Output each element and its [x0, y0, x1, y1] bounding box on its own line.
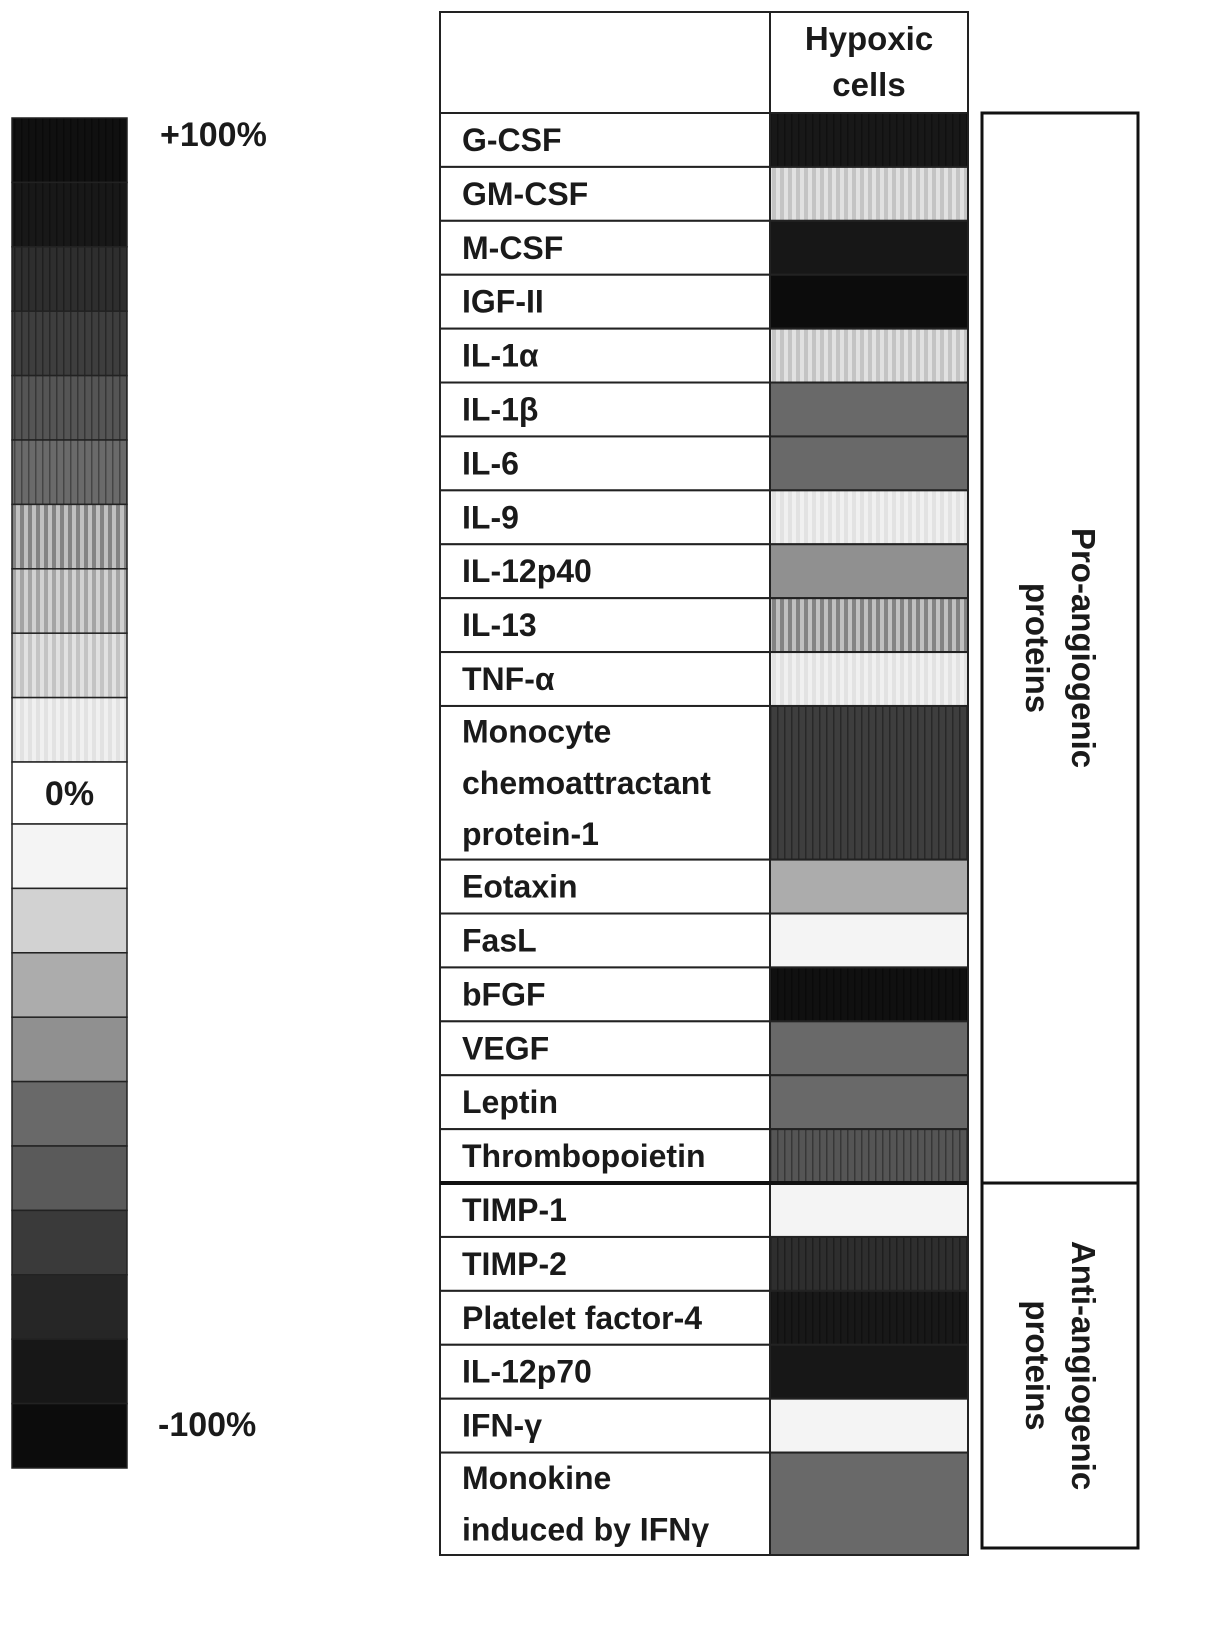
- cell-monokine-induced-by-ifn: [770, 1453, 968, 1555]
- row-ifn: [440, 1399, 968, 1453]
- row-m-csf: [440, 221, 968, 275]
- group-title-anti-angiogenic-proteins: Anti-angiogenicproteins: [1019, 1240, 1102, 1491]
- row-il-12p70: [440, 1345, 968, 1399]
- row-label-vegf: VEGF: [462, 1030, 550, 1067]
- row-platelet-factor-4: [440, 1291, 968, 1345]
- table-header: [440, 12, 968, 113]
- scale-step-minus-50: [12, 1082, 127, 1146]
- row-label-m-csf: M-CSF: [462, 229, 564, 266]
- row-timp-2: [440, 1237, 968, 1291]
- row-label-leptin: Leptin: [462, 1084, 558, 1121]
- group-pro-angiogenic-proteins: [982, 113, 1138, 1183]
- row-label-platelet-factor-4: Platelet factor-4: [462, 1299, 703, 1336]
- row-label-thrombopoietin: Thrombopoietin: [462, 1138, 706, 1175]
- scale-step-minus-70: [12, 1210, 127, 1274]
- row-label-ifn: IFN-γ: [462, 1407, 542, 1444]
- row-leptin: [440, 1075, 968, 1129]
- row-igf-ii: [440, 275, 968, 329]
- scale-step-minus-20: [12, 888, 127, 952]
- row-label-monocyte-chemoattractant-protein-1: Monocyte chemoattractant protein-1: [462, 713, 711, 852]
- row-label-il-12p40: IL-12p40: [462, 553, 592, 590]
- row-thrombopoietin: [440, 1129, 968, 1183]
- row-fasl: [440, 914, 968, 968]
- row-g-csf: [440, 113, 968, 167]
- cell-timp-1: [770, 1183, 968, 1237]
- scale-step-minus-90: [12, 1339, 127, 1403]
- row-label-tnf: TNF-α: [462, 661, 555, 698]
- cell-platelet-factor-4: [770, 1291, 968, 1345]
- cell-il-1: [770, 383, 968, 437]
- scale-step-plus-100: [12, 118, 127, 182]
- row-label-il-12p70: IL-12p70: [462, 1353, 592, 1390]
- cell-il-12p40: [770, 544, 968, 598]
- row-il-9: [440, 490, 968, 544]
- row-label-il-1: IL-1α: [462, 337, 539, 374]
- row-eotaxin: [440, 860, 968, 914]
- row-label-igf-ii: IGF-II: [462, 283, 544, 320]
- row-il-12p40: [440, 544, 968, 598]
- cell-igf-ii: [770, 275, 968, 329]
- cell-il-13: [770, 598, 968, 652]
- row-il-6: [440, 436, 968, 490]
- row-label-monokine-induced-by-ifn: Monokine induced by IFNγ: [462, 1460, 710, 1548]
- cell-fasl: [770, 914, 968, 968]
- row-il-1: [440, 383, 968, 437]
- cell-il-12p70: [770, 1345, 968, 1399]
- scale-step-plus-60: [12, 376, 127, 440]
- row-label-il-13: IL-13: [462, 607, 537, 644]
- cell-monocyte-chemoattractant-protein-1: [770, 706, 968, 860]
- scale-step-plus-10: [12, 698, 127, 762]
- cell-il-6: [770, 436, 968, 490]
- row-label-il-1: IL-1β: [462, 391, 539, 428]
- row-monokine-induced-by-ifn: [440, 1453, 968, 1555]
- cell-il-1: [770, 329, 968, 383]
- cell-m-csf: [770, 221, 968, 275]
- cell-leptin: [770, 1075, 968, 1129]
- group-anti-angiogenic-proteins: [982, 1183, 1138, 1548]
- cell-timp-2: [770, 1237, 968, 1291]
- row-label-gm-csf: GM-CSF: [462, 175, 589, 212]
- cell-bfgf: [770, 967, 968, 1021]
- row-il-13: [440, 598, 968, 652]
- scale-step-minus-40: [12, 1017, 127, 1081]
- color-scale-legend: [12, 116, 267, 1468]
- cell-thrombopoietin: [770, 1129, 968, 1183]
- cell-il-9: [770, 490, 968, 544]
- cell-ifn: [770, 1399, 968, 1453]
- row-label-fasl: FasL: [462, 922, 537, 959]
- scale-step-plus-30: [12, 569, 127, 633]
- row-vegf: [440, 1021, 968, 1075]
- scale-min-label: -100%: [158, 1406, 257, 1444]
- scale-step-minus-60: [12, 1146, 127, 1210]
- scale-zero-label: 0%: [44, 775, 95, 813]
- cell-tnf: [770, 652, 968, 706]
- row-il-1: [440, 329, 968, 383]
- cell-g-csf: [770, 113, 968, 167]
- scale-step-plus-70: [12, 311, 127, 375]
- scale-step-plus-80: [12, 247, 127, 311]
- cell-vegf: [770, 1021, 968, 1075]
- scale-step-minus-80: [12, 1275, 127, 1339]
- column-header-hypoxic-cells: Hypoxic cells: [804, 20, 934, 103]
- scale-step-minus-30: [12, 953, 127, 1017]
- row-label-il-9: IL-9: [462, 499, 519, 536]
- row-label-timp-2: TIMP-2: [462, 1245, 567, 1282]
- scale-step-plus-40: [12, 504, 127, 568]
- cell-eotaxin: [770, 860, 968, 914]
- protein-heatmap-table: [440, 12, 968, 1555]
- row-label-bfgf: bFGF: [462, 976, 546, 1013]
- scale-step-plus-90: [12, 182, 127, 246]
- row-label-eotaxin: Eotaxin: [462, 868, 578, 905]
- row-timp-1: [440, 1183, 968, 1237]
- scale-max-label: +100%: [160, 116, 267, 154]
- row-label-timp-1: TIMP-1: [462, 1191, 567, 1228]
- row-label-il-6: IL-6: [462, 445, 519, 482]
- row-gm-csf: [440, 167, 968, 221]
- cell-gm-csf: [770, 167, 968, 221]
- scale-step-plus-20: [12, 633, 127, 697]
- row-tnf: [440, 652, 968, 706]
- scale-step-plus-50: [12, 440, 127, 504]
- row-bfgf: [440, 967, 968, 1021]
- row-monocyte-chemoattractant-protein-1: [440, 706, 968, 860]
- group-title-pro-angiogenic-proteins: Pro-angiogenicproteins: [1019, 527, 1102, 769]
- scale-step-minus-100: [12, 1404, 127, 1468]
- group-brackets: [982, 113, 1138, 1548]
- row-label-g-csf: G-CSF: [462, 121, 562, 158]
- scale-step-minus-10: [12, 824, 127, 888]
